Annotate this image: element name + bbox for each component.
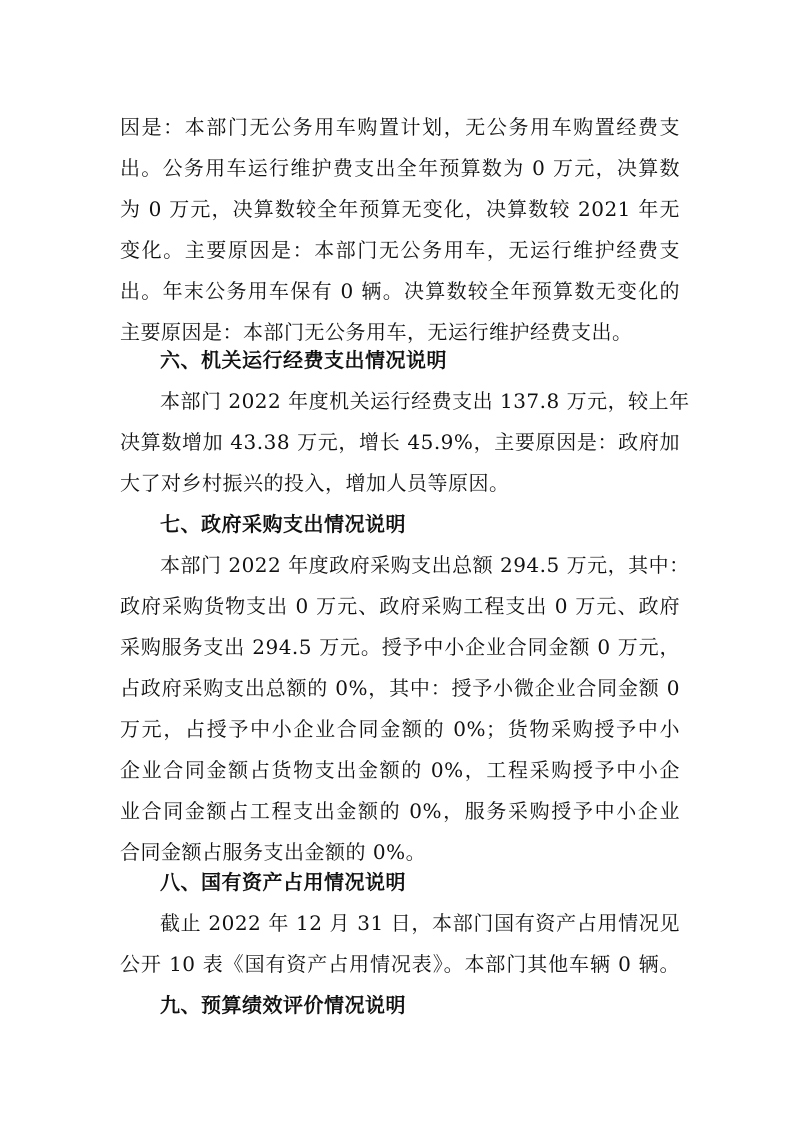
paragraph-line: 合同金额占服务支出金额的 0%。 — [120, 840, 427, 864]
sec5-paragraph — [120, 107, 680, 353]
paragraph-line: 因是：本部门无公务用车购置计划，无公务用车购置经费支 — [120, 115, 680, 139]
paragraph-line: 采购服务支出 294.5 万元。授予中小企业合同金额 0 万元， — [120, 635, 680, 659]
paragraph-line: 为 0 万元，决算数较全年预算无变化，决算数较 2021 年无 — [120, 197, 680, 221]
sec7-heading: 七、政府采购支出情况说明 — [160, 512, 406, 536]
sec6-paragraph — [120, 381, 690, 504]
paragraph-line: 企业合同金额占货物支出金额的 0%，工程采购授予中小企 — [120, 758, 680, 782]
paragraph-line: 大了对乡村振兴的投入，增加人员等原因。 — [120, 471, 510, 495]
paragraph-line: 公开 10 表《国有资产占用情况表》。本部门其他车辆 0 辆。 — [120, 952, 680, 976]
sec6-heading: 六、机关运行经费支出情况说明 — [160, 348, 447, 372]
sec9-heading: 九、预算绩效评价情况说明 — [160, 993, 406, 1017]
paragraph-line: 本部门 2022 年度机关运行经费支出 137.8 万元，较上年 — [160, 389, 690, 413]
paragraph-line: 业合同金额占工程支出金额的 0%，服务采购授予中小企业 — [120, 799, 680, 823]
paragraph-line: 出。年末公务用车保有 0 辆。决算数较全年预算数无变化的 — [120, 279, 680, 303]
paragraph-line: 主要原因是：本部门无公务用车，无运行维护经费支出。 — [120, 320, 633, 344]
paragraph-line: 万元，占授予中小企业合同金额的 0%；货物采购授予中小 — [120, 717, 680, 741]
paragraph-line: 决算数增加 43.38 万元，增长 45.9%，主要原因是：政府加 — [120, 430, 680, 454]
paragraph-line: 政府采购货物支出 0 万元、政府采购工程支出 0 万元、政府 — [120, 594, 680, 618]
sec8-paragraph — [120, 903, 680, 985]
sec8-heading: 八、国有资产占用情况说明 — [160, 870, 406, 894]
paragraph-line: 占政府采购支出总额的 0%，其中：授予小微企业合同金额 0 — [120, 676, 680, 700]
paragraph-line: 变化。主要原因是：本部门无公务用车，无运行维护经费支 — [120, 238, 680, 262]
paragraph-line: 截止 2022 年 12 月 31 日，本部门国有资产占用情况见 — [160, 911, 680, 935]
paragraph-line: 出。公务用车运行维护费支出全年预算数为 0 万元，决算数 — [120, 156, 680, 180]
sec7-paragraph — [120, 545, 690, 873]
paragraph-line: 本部门 2022 年度政府采购支出总额 294.5 万元，其中： — [160, 553, 690, 577]
